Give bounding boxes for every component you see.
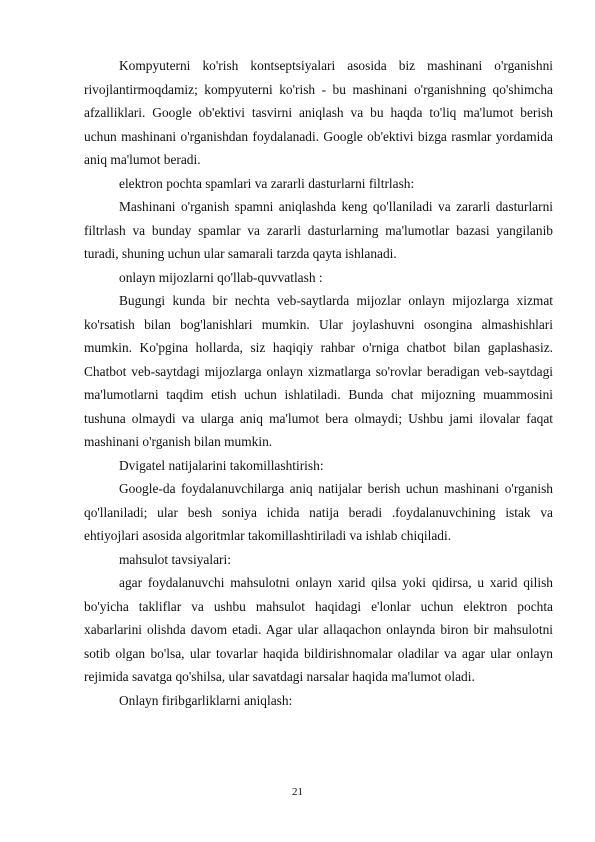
paragraph-online-support: Bugungi kunda bir nechta veb-saytlarda mijozlar onlayn mijozlarga xizmat ko'rsatish bilan bog'lanishlari mumkin. Ular joylashuvni osongina almashishlari mumkin. Ko'pgina hollarda, siz haqiqiy rahbar o'rniga chatbot bilan gaplashasiz. Chatbot veb-saytdagi mijozlarga onlayn xizmatlarga so'rovlar beradigan veb-saytdagi ma'lumotlarni taqdim etish uchun ishlatiladi. Bunda chat mijozning muammosini tushuna olmaydi va ularga aniq ma'lumot bera olmaydi; Ushbu jami ilovalar faqat mashinani o'rganish bilan mumkin. — [84, 293, 553, 449]
heading-spam-filtering: elektron pochta spamlari va zararli dasturlarni filtrlash: — [119, 175, 415, 191]
paragraph-spam-filtering: Mashinani o'rganish spamni aniqlashda keng qo'llaniladi va zararli dasturlarni filtrlash va bunday spamlar va zararli dasturlarning ma'lumotlar bazasi yangilanib turadi, shuning uchun ular samarali tarzda qayta ishlanadi. — [84, 199, 553, 261]
paragraph-product-recommendations: agar foydalanuvchi mahsulotni onlayn xarid qilsa yoki qidirsa, u xarid qilish bo'yicha takliflar va ushbu mahsulot haqidagi e'lonlar uchun elektron pochta xabarlarini olishda davom etadi. Agar ular allaqachon onlaynda biron bir mahsulotni sotib olgan bo'lsa, ular tovarlar haqida bildirishnomalar oladilar va agar ular onlayn rejimida savatga qo'shilsa, ular savatdagi narsalar haqida ma'lumot oladi. — [84, 575, 553, 684]
document-body — [84, 54, 553, 712]
page-number: 21 — [292, 786, 303, 798]
paragraph-search-results: Google-da foydalanuvchilarga aniq natijalar berish uchun mashinani o'rganish qo'llaniladi; ular besh soniya ichida natija beradi .foydalanuvchining istak va ehtiyojlari asosida algoritmlar takomillashtiriladi va ishlab chiqiladi. — [84, 481, 553, 543]
heading-online-support: onlayn mijozlarni qo'llab-quvvatlash : — [119, 269, 323, 285]
heading-search-results: Dvigatel natijalarini takomillashtirish: — [119, 457, 324, 473]
heading-product-recommendations: mahsulot tavsiyalari: — [119, 551, 231, 567]
heading-fraud-detection: Onlayn firibgarliklarni aniqlash: — [119, 692, 293, 708]
paragraph-computer-vision: Kompyuterni ko'rish kontseptsiyalari asosida biz mashinani o'rganishni rivojlantirmoqdamiz; kompyuterni ko'rish - bu mashinani o'rganishning qo'shimcha afzalliklari. Google ob'ektivi tasvirni aniqlash va bu haqda to'liq ma'lumot berish uchun mashinani o'rganishdan foydalanadi. Google ob'ektivi bizga rasmlar yordamida aniq ma'lumot beradi. — [84, 58, 553, 167]
